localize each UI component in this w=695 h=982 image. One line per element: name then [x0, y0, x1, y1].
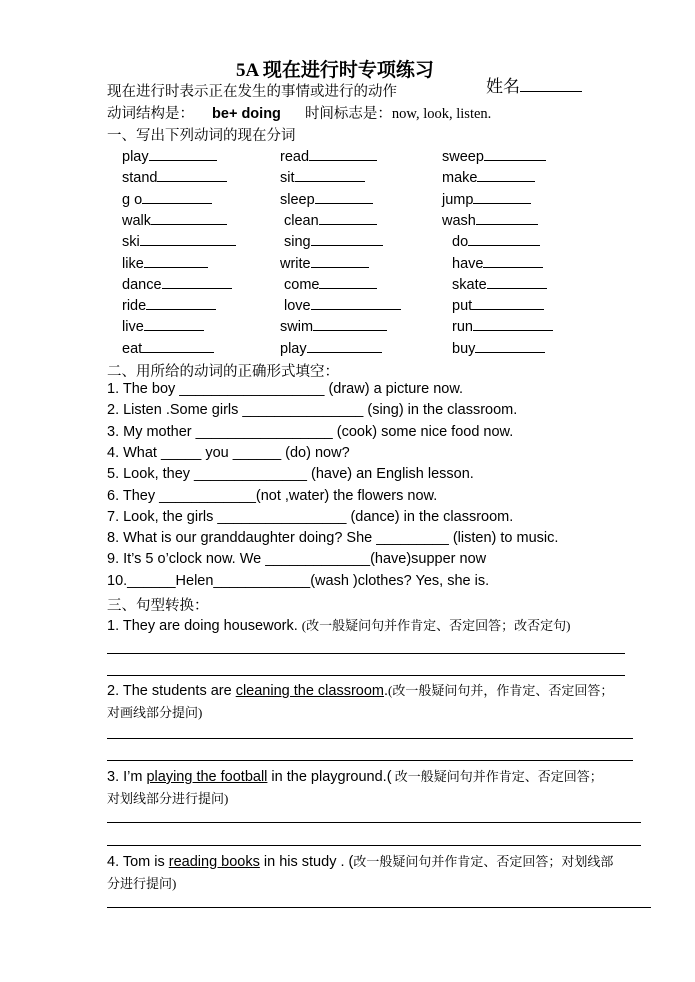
verb-word: play [280, 340, 307, 357]
verb-item [122, 253, 208, 272]
answer-blank[interactable] [311, 295, 401, 310]
section2-heading: 二、用所给的动词的正确形式填空： [107, 364, 339, 380]
answer-blank[interactable] [311, 231, 383, 246]
answer-blank[interactable] [473, 316, 553, 331]
verb-word: wash [442, 212, 476, 229]
q2-underlined: cleaning the classroom [235, 683, 385, 699]
fill-in-item[interactable]: 3. My mother _________________ (cook) some nice food now. [107, 423, 514, 440]
transform-question-4 [107, 851, 613, 870]
q2-note-cont: 对画线部分提问) [107, 705, 203, 720]
verb-word: read [280, 149, 310, 165]
transform-question-3 [107, 766, 603, 785]
q3-pre: 3. I’m [107, 769, 147, 785]
fill-in-item[interactable]: 6. They ____________(not ,water) the flowers now. [107, 487, 438, 504]
verb-word: come [284, 276, 320, 293]
section1-heading: 一、写出下列动词的现在分词 [107, 128, 296, 144]
verb-word: sleep [280, 191, 315, 208]
fill-in-item[interactable]: 10.______Helen____________(wash )clothes? Yes, she is. [107, 572, 490, 589]
transform-question-2 [107, 680, 613, 699]
q1-text: 1. They are doing housework. [107, 618, 298, 634]
verb-item [452, 231, 540, 250]
structure-label: 动词结构是： [107, 106, 194, 122]
answer-blank[interactable] [144, 316, 204, 331]
verb-item [122, 274, 232, 293]
verb-word: g o [122, 191, 143, 208]
verb-item [452, 253, 543, 272]
verb-word: put [452, 298, 473, 315]
verb-word: like [122, 255, 144, 272]
answer-blank[interactable] [144, 253, 208, 268]
verb-item [280, 146, 377, 165]
verb-item [284, 295, 401, 314]
answer-blank[interactable] [157, 167, 227, 182]
answer-line[interactable] [107, 738, 633, 739]
answer-blank[interactable] [146, 295, 216, 310]
answer-blank[interactable] [315, 189, 373, 204]
answer-blank[interactable] [140, 231, 236, 246]
answer-blank[interactable] [295, 167, 365, 182]
verb-item [280, 338, 382, 357]
answer-blank[interactable] [473, 189, 531, 204]
verb-item [452, 316, 553, 335]
answer-blank[interactable] [484, 146, 546, 161]
verb-item [452, 295, 544, 314]
answer-blank[interactable] [142, 189, 212, 204]
answer-line[interactable] [107, 760, 633, 761]
answer-blank[interactable] [307, 338, 382, 353]
verb-item [122, 338, 214, 357]
verb-word: buy [452, 340, 476, 357]
time-markers: 时间标志是：now, look, listen. [304, 106, 492, 122]
answer-line[interactable] [107, 653, 625, 654]
verb-item [122, 316, 204, 335]
transform-question-1 [107, 615, 570, 634]
answer-line[interactable] [107, 822, 641, 823]
answer-blank[interactable] [151, 210, 227, 225]
verb-item [122, 231, 236, 250]
verb-word: dance [122, 276, 162, 293]
verb-word: ski [122, 234, 140, 251]
verb-word: sing [284, 234, 311, 251]
intro-line: 现在进行时表示正在发生的事情或进行的动作 [107, 84, 397, 100]
answer-blank[interactable] [468, 231, 540, 246]
verb-item [122, 210, 227, 229]
q2-note: (改一般疑问句并，作肯定、否定回答； [388, 683, 614, 698]
answer-line[interactable] [107, 907, 651, 908]
fill-in-item[interactable]: 9. It’s 5 o’clock now. We _____________(have)supper now [107, 551, 487, 568]
verb-item [284, 210, 377, 229]
verb-word: stand [122, 170, 158, 187]
verb-item [280, 189, 373, 208]
q3-underlined: playing the football [146, 769, 268, 785]
answer-blank[interactable] [311, 253, 369, 268]
name-label: 姓名 [486, 77, 520, 96]
verb-item [280, 316, 387, 335]
verb-word: swim [280, 319, 314, 336]
name-blank[interactable] [520, 77, 582, 92]
verb-item [280, 253, 369, 272]
q2-pre: 2. The students are [107, 683, 236, 699]
verb-item [452, 274, 547, 293]
answer-line[interactable] [107, 675, 625, 676]
verb-item [442, 210, 538, 229]
worksheet-title: 5A 现在进行时专项练习 [236, 60, 434, 81]
fill-in-item[interactable]: 8. What is our granddaughter doing? She _________ (listen) to music. [107, 530, 559, 547]
verb-item [122, 146, 217, 165]
fill-in-item[interactable]: 1. The boy __________________ (draw) a picture now. [107, 381, 464, 397]
verb-word: write [280, 255, 311, 272]
verb-word: do [452, 234, 469, 251]
verb-item [284, 274, 377, 293]
q3-note-cont: 对划线部分进行提问) [107, 791, 229, 806]
answer-blank[interactable] [319, 274, 377, 289]
verb-word: sweep [442, 149, 484, 165]
answer-blank[interactable] [472, 295, 544, 310]
verb-item [442, 189, 531, 208]
verb-item [122, 295, 216, 314]
answer-blank[interactable] [487, 274, 547, 289]
fill-in-item[interactable]: 2. Listen .Some girls _______________ (sing) in the classroom. [107, 402, 518, 419]
structure-line [107, 102, 491, 123]
q3-note: 改一般疑问句并作肯定、否定回答； [391, 769, 603, 784]
q4-underlined: reading books [168, 854, 260, 870]
section3-heading: 三、句型转换： [107, 598, 209, 614]
q4-post: in his study . ( [259, 854, 354, 870]
verb-word: sit [280, 170, 295, 187]
answer-blank[interactable] [142, 338, 214, 353]
verb-word: eat [122, 340, 143, 357]
verb-item [452, 338, 545, 357]
answer-blank[interactable] [162, 274, 232, 289]
answer-blank[interactable] [476, 210, 538, 225]
verb-item [442, 146, 546, 165]
verb-word: play [122, 149, 149, 165]
verb-word: skate [452, 276, 487, 293]
verb-word: live [122, 319, 144, 336]
verb-item [280, 167, 365, 186]
fill-in-item[interactable]: 5. Look, they ______________ (have) an English lesson. [107, 466, 474, 483]
answer-blank[interactable] [313, 316, 387, 331]
q1-note: (改一般疑问句并作肯定、否定回答；改否定句) [301, 618, 571, 633]
verb-word: make [442, 170, 478, 187]
q4-note-cont: 分进行提问) [107, 876, 177, 891]
verb-item [122, 189, 212, 208]
answer-blank[interactable] [309, 146, 377, 161]
answer-blank[interactable] [149, 146, 217, 161]
fill-in-item[interactable]: 7. Look, the girls ________________ (dance) in the classroom. [107, 508, 514, 525]
verb-word: clean [284, 212, 319, 229]
verb-item [442, 167, 535, 186]
q2-post: . [384, 683, 389, 699]
verb-word: walk [122, 212, 152, 229]
fill-in-item[interactable]: 4. What _____ you ______ (do) now? [107, 444, 350, 461]
structure-value: be+ doing [212, 106, 281, 122]
answer-blank[interactable] [477, 167, 535, 182]
verb-word: jump [442, 191, 474, 208]
answer-blank[interactable] [475, 338, 545, 353]
verb-item [122, 167, 227, 186]
answer-blank[interactable] [319, 210, 377, 225]
verb-word: run [452, 319, 473, 336]
q4-note: 改一般疑问句并作肯定、否定回答；对划线部 [353, 854, 614, 869]
verb-item [284, 231, 383, 250]
q3-post: in the playground.( [267, 769, 392, 785]
verb-word: have [452, 255, 484, 272]
answer-blank[interactable] [483, 253, 543, 268]
verb-word: ride [122, 298, 147, 315]
answer-line[interactable] [107, 845, 641, 846]
q4-pre: 4. Tom is [107, 854, 169, 870]
verb-word: love [284, 298, 311, 315]
name-field[interactable] [486, 72, 582, 97]
